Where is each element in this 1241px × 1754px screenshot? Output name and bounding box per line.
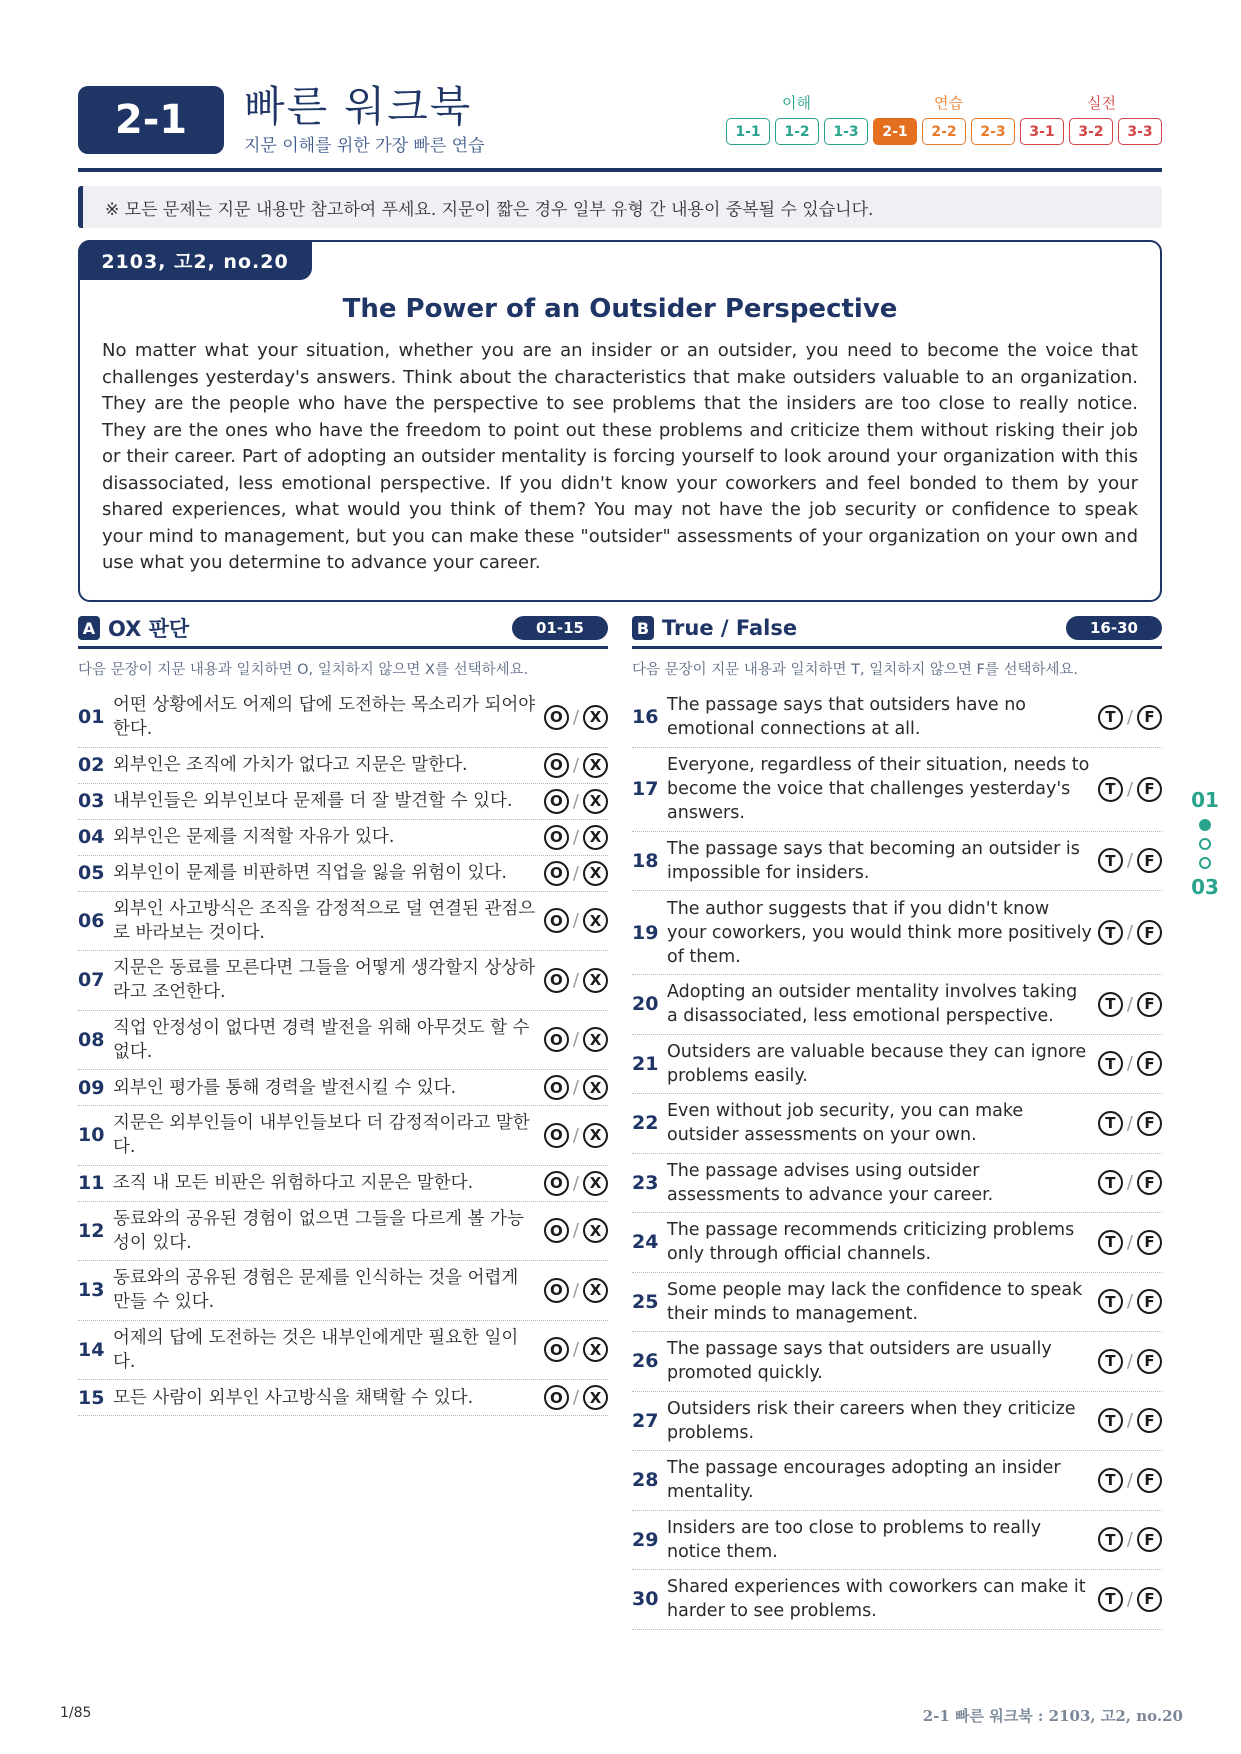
question-row — [78, 1261, 608, 1321]
option-separator: / — [1126, 993, 1133, 1015]
question-text: 모든 사람이 외부인 사고방식을 채택할 수 있다. — [113, 1387, 474, 1408]
answer-options — [1098, 1349, 1162, 1374]
question-text: 동료와의 공유된 경험은 문제를 인식하는 것을 어렵게 만들 수 있다. — [113, 1268, 519, 1313]
question-text: The author suggests that if you didn't know your coworkers, you would think more positively of them. — [667, 898, 1092, 967]
question-row — [632, 1392, 1162, 1452]
answer-option-x[interactable]: X — [583, 908, 608, 933]
question-text: Outsiders are valuable because they can ignore problems easily. — [667, 1041, 1087, 1086]
question-text: Adopting an outsider mentality involves taking a disassociated, less emotional perspective. — [667, 982, 1078, 1027]
answer-options — [1098, 992, 1162, 1017]
source-tag: 2103, 고2, no.20 — [78, 240, 312, 280]
section-tf-header — [632, 610, 1162, 649]
answer-option-x[interactable]: X — [583, 1278, 608, 1303]
section-instruction: 다음 문장이 지문 내용과 일치하면 O, 일치하지 않으면 X를 선택하세요. — [78, 662, 529, 678]
answer-option-f[interactable]: F — [1137, 705, 1162, 730]
answer-option-f[interactable]: F — [1137, 1111, 1162, 1136]
question-number: 22 — [632, 1112, 659, 1135]
answer-option-x[interactable]: X — [583, 968, 608, 993]
question-row — [632, 748, 1162, 832]
answer-option-t[interactable]: T — [1098, 920, 1123, 945]
answer-option-f[interactable]: F — [1137, 1230, 1162, 1255]
option-separator: / — [1126, 1231, 1133, 1253]
question-text: The passage says that becoming an outsider is impossible for insiders. — [667, 838, 1080, 883]
answer-option-t[interactable]: T — [1098, 1111, 1123, 1136]
option-separator: / — [1126, 1053, 1133, 1075]
question-text: 동료와의 공유된 경험이 없으면 그들을 다르게 볼 가능성이 있다. — [113, 1208, 524, 1253]
question-number: 18 — [632, 849, 659, 872]
answer-options — [544, 968, 608, 993]
answer-option-x[interactable]: X — [583, 1171, 608, 1196]
question-row — [78, 856, 608, 892]
answer-option-f[interactable]: F — [1137, 1051, 1162, 1076]
answer-options — [544, 1385, 608, 1410]
question-number: 02 — [78, 754, 105, 776]
option-separator: / — [572, 754, 579, 776]
option-separator: / — [572, 862, 579, 884]
question-number: 20 — [632, 993, 659, 1016]
question-row — [632, 1273, 1162, 1333]
answer-option-x[interactable]: X — [583, 705, 608, 730]
option-separator: / — [1126, 1350, 1133, 1372]
page-progress-nav — [1185, 788, 1225, 899]
question-text: The passage advises using outsider assessments to advance your career. — [667, 1160, 994, 1205]
answer-option-t[interactable]: T — [1098, 1230, 1123, 1255]
question-number: 12 — [78, 1219, 105, 1242]
section-true-false — [632, 610, 1162, 1630]
option-separator: / — [572, 1172, 579, 1194]
notice-text: ※ 모든 문제는 지문 내용만 참고하여 푸세요. 지문이 짧은 경우 일부 유형 간 내용이 중복될 수 있습니다. — [105, 199, 874, 220]
answer-options — [544, 861, 608, 886]
level-label-understand: 이해 — [782, 94, 811, 112]
answer-options — [1098, 1587, 1162, 1612]
answer-option-f[interactable]: F — [1137, 1527, 1162, 1552]
nav-dot[interactable] — [1199, 838, 1211, 850]
level-tab-1-1[interactable]: 1-1 — [726, 118, 770, 145]
question-number: 07 — [78, 969, 105, 992]
option-separator: / — [572, 790, 579, 812]
answer-option-t[interactable]: T — [1098, 1527, 1123, 1552]
answer-option-o[interactable]: O — [544, 789, 569, 814]
option-separator: / — [572, 1339, 579, 1361]
question-row — [78, 1166, 608, 1202]
question-number: 21 — [632, 1052, 659, 1075]
answer-options — [544, 1337, 608, 1362]
answer-option-x[interactable]: X — [583, 1075, 608, 1100]
nav-first-page[interactable]: 01 — [1191, 788, 1219, 812]
question-range-badge: 16-30 — [1066, 616, 1162, 640]
passage-title: The Power of an Outsider Perspective — [342, 294, 898, 324]
answer-option-x[interactable]: X — [583, 1218, 608, 1243]
question-number: 26 — [632, 1350, 659, 1373]
level-tab-3-1[interactable]: 3-1 — [1020, 118, 1064, 145]
level-tab-1-3[interactable]: 1-3 — [824, 118, 868, 145]
question-row — [78, 784, 608, 820]
option-separator: / — [572, 1124, 579, 1146]
answer-options — [544, 705, 608, 730]
answer-option-o[interactable]: O — [544, 1027, 569, 1052]
section-ox-header — [78, 610, 608, 649]
level-tab-3-2[interactable]: 3-2 — [1069, 118, 1113, 145]
question-text: 어떤 상황에서도 어제의 답에 도전하는 목소리가 되어야 한다. — [113, 695, 536, 740]
question-text: 직업 안정성이 없다면 경력 발전을 위해 아무것도 할 수 없다. — [113, 1017, 530, 1062]
question-number: 11 — [78, 1172, 105, 1194]
question-row — [632, 1570, 1162, 1630]
question-number: 01 — [78, 706, 105, 729]
question-row — [78, 1070, 608, 1106]
question-row — [632, 1094, 1162, 1154]
question-number: 29 — [632, 1528, 659, 1551]
level-label-real: 실전 — [1087, 94, 1116, 112]
notice-bar — [78, 186, 1162, 228]
answer-options — [1098, 920, 1162, 945]
section-letter-badge: B — [632, 616, 654, 640]
question-number: 06 — [78, 909, 105, 932]
question-number: 24 — [632, 1231, 659, 1254]
answer-option-t[interactable]: T — [1098, 1051, 1123, 1076]
question-row — [78, 688, 608, 748]
option-separator: / — [1126, 1469, 1133, 1491]
question-text: The passage encourages adopting an insider mentality. — [667, 1458, 1061, 1503]
question-row — [78, 951, 608, 1011]
option-separator: / — [1126, 850, 1133, 872]
answer-options — [544, 1075, 608, 1100]
option-separator: / — [572, 1387, 579, 1408]
option-separator: / — [572, 1220, 579, 1242]
section-letter-badge: A — [78, 616, 100, 640]
answer-option-x[interactable]: X — [583, 789, 608, 814]
option-separator: / — [1126, 922, 1133, 943]
question-row — [632, 1332, 1162, 1392]
page-number: 1/85 — [60, 1705, 92, 1721]
answer-options — [1098, 1289, 1162, 1314]
answer-options — [1098, 1527, 1162, 1552]
question-number: 15 — [78, 1386, 105, 1409]
option-separator: / — [1126, 1172, 1133, 1194]
answer-options — [1098, 1051, 1162, 1076]
question-text: 외부인은 조직에 가치가 없다고 지문은 말한다. — [113, 755, 468, 775]
header-divider — [78, 168, 1162, 172]
question-row — [632, 1154, 1162, 1214]
answer-option-x[interactable]: X — [583, 753, 608, 778]
option-separator: / — [1126, 1112, 1133, 1134]
option-separator: / — [572, 1279, 579, 1301]
answer-option-f[interactable]: F — [1137, 992, 1162, 1017]
passage-body: No matter what your situation, whether you are an insider or an outsider, you need to become the voice that challenges yesterday's answers. Think about the characteristics that make outsiders valuable to an organization. They are the people who have the perspective to see problems that the insiders are too close to really notice. They are the ones who have the freedom to point out these problems and criticize them without risking their job or their career. Part of adopting an outsider mentality is forcing yourself to look around your organization with this disassociated, less emotional perspective. If you didn't know your coworkers and feel bonded to them by your shared experiences, what would you think of them? You may not have the job security or confidence to speak your mind to management, but you can make these "outsider" assessments of your organization on your own and use what you determine to advance your career. — [102, 340, 1138, 573]
nav-last-page[interactable]: 03 — [1191, 875, 1219, 899]
answer-option-o[interactable]: O — [544, 1218, 569, 1243]
option-separator: / — [1126, 706, 1133, 728]
option-separator: / — [572, 826, 579, 848]
question-row — [632, 1213, 1162, 1273]
answer-option-t[interactable]: T — [1098, 992, 1123, 1017]
answer-option-x[interactable]: X — [583, 861, 608, 886]
question-number: 25 — [632, 1290, 659, 1313]
section-title: OX 판단 — [108, 617, 190, 641]
question-row — [78, 820, 608, 856]
answer-options — [544, 1123, 608, 1148]
question-number: 10 — [78, 1124, 105, 1147]
option-separator: / — [1126, 1410, 1133, 1432]
answer-options — [1098, 848, 1162, 873]
question-text: The passage says that outsiders are usually promoted quickly. — [667, 1339, 1052, 1384]
answer-option-o[interactable]: O — [544, 1337, 569, 1362]
answer-option-t[interactable]: T — [1098, 848, 1123, 873]
answer-option-f[interactable]: F — [1137, 1170, 1162, 1195]
question-text: The passage says that outsiders have no emotional connections at all. — [667, 695, 1027, 740]
answer-option-o[interactable]: O — [544, 1171, 569, 1196]
question-text: Outsiders risk their careers when they criticize problems. — [667, 1398, 1076, 1443]
answer-option-x[interactable]: X — [583, 1385, 608, 1410]
answer-option-t[interactable]: T — [1098, 1289, 1123, 1314]
question-row — [78, 1202, 608, 1262]
answer-option-t[interactable]: T — [1098, 777, 1123, 802]
question-row — [632, 1451, 1162, 1511]
option-separator: / — [1126, 1529, 1133, 1551]
question-list-ox — [78, 688, 608, 1416]
section-instruction: 다음 문장이 지문 내용과 일치하면 T, 일치하지 않으면 F를 선택하세요. — [632, 662, 1079, 678]
page-title: 빠른 워크북 — [244, 82, 473, 131]
answer-option-f[interactable]: F — [1137, 777, 1162, 802]
answer-option-o[interactable]: O — [544, 705, 569, 730]
question-text: The passage recommends criticizing problems only through official channels. — [667, 1220, 1075, 1265]
question-number: 19 — [632, 921, 659, 944]
section-title: True / False — [662, 616, 798, 640]
option-separator: / — [1126, 1588, 1133, 1610]
answer-option-o[interactable]: O — [544, 908, 569, 933]
question-number: 09 — [78, 1076, 105, 1099]
question-text: Insiders are too close to problems to really notice them. — [667, 1517, 1042, 1562]
question-number: 03 — [78, 790, 105, 812]
answer-option-t[interactable]: T — [1098, 1468, 1123, 1493]
answer-options — [544, 1278, 608, 1303]
answer-option-t[interactable]: T — [1098, 1587, 1123, 1612]
question-row — [632, 1035, 1162, 1095]
question-number: 17 — [632, 778, 659, 800]
question-row — [78, 1380, 608, 1416]
section-ox — [78, 610, 608, 1416]
question-text: Shared experiences with coworkers can make it harder to see problems. — [667, 1577, 1086, 1622]
answer-option-f[interactable]: F — [1137, 1587, 1162, 1612]
question-number: 28 — [632, 1469, 659, 1492]
question-text: Some people may lack the confidence to speak their minds to management. — [667, 1279, 1083, 1324]
answer-option-o[interactable]: O — [544, 825, 569, 850]
page-subtitle: 지문 이해를 위한 가장 빠른 연습 — [244, 136, 485, 156]
level-tab-3-3[interactable]: 3-3 — [1118, 118, 1162, 145]
level-tab-2-1[interactable]: 2-1 — [873, 118, 917, 145]
passage-box — [78, 240, 1162, 602]
answer-option-o[interactable]: O — [544, 753, 569, 778]
question-text: 지문은 외부인들이 내부인들보다 더 감정적이라고 말한다. — [113, 1113, 530, 1158]
answer-option-f[interactable]: F — [1137, 920, 1162, 945]
question-range-badge: 01-15 — [512, 616, 608, 640]
answer-options — [544, 789, 608, 814]
answer-option-f[interactable]: F — [1137, 1468, 1162, 1493]
question-number: 08 — [78, 1028, 105, 1051]
answer-option-o[interactable]: O — [544, 861, 569, 886]
answer-option-o[interactable]: O — [544, 1075, 569, 1100]
question-number: 13 — [78, 1279, 105, 1302]
level-tab-1-2[interactable]: 1-2 — [775, 118, 819, 145]
answer-option-x[interactable]: X — [583, 1027, 608, 1052]
question-text: 조직 내 모든 비판은 위험하다고 지문은 말한다. — [113, 1173, 474, 1193]
option-separator: / — [1126, 778, 1133, 800]
answer-option-t[interactable]: T — [1098, 1170, 1123, 1195]
question-row — [632, 1511, 1162, 1571]
question-text: 어제의 답에 도전하는 것은 내부인에게만 필요한 일이다. — [113, 1327, 519, 1372]
question-number: 04 — [78, 826, 105, 848]
nav-dot[interactable] — [1199, 857, 1211, 869]
level-label-practice: 연습 — [934, 94, 963, 112]
question-text: Even without job security, you can make outsider assessments on your own. — [667, 1101, 1024, 1146]
question-number: 27 — [632, 1409, 659, 1432]
level-tabs — [726, 118, 1162, 145]
question-row — [78, 748, 608, 784]
nav-dot-current[interactable] — [1199, 819, 1211, 831]
question-list-tf — [632, 688, 1162, 1630]
question-text: 외부인은 문제를 지적할 자유가 있다. — [113, 827, 395, 847]
option-separator: / — [1126, 1291, 1133, 1313]
answer-option-f[interactable]: F — [1137, 1289, 1162, 1314]
question-number: 23 — [632, 1171, 659, 1194]
level-tab-2-3[interactable]: 2-3 — [971, 118, 1015, 145]
answer-options — [1098, 1468, 1162, 1493]
answer-option-f[interactable]: F — [1137, 848, 1162, 873]
answer-options — [544, 825, 608, 850]
answer-option-o[interactable]: O — [544, 1278, 569, 1303]
question-text: Everyone, regardless of their situation, needs to become the voice that challenges yesterday's answers. — [667, 755, 1090, 823]
option-separator: / — [572, 910, 579, 932]
question-number: 16 — [632, 706, 659, 729]
answer-options — [1098, 1230, 1162, 1255]
unit-badge: 2-1 — [78, 86, 224, 154]
answer-option-o[interactable]: O — [544, 1385, 569, 1410]
answer-option-f[interactable]: F — [1137, 1349, 1162, 1374]
answer-options — [544, 1027, 608, 1052]
option-separator: / — [572, 1077, 579, 1098]
answer-option-f[interactable]: F — [1137, 1408, 1162, 1433]
question-number: 30 — [632, 1588, 659, 1611]
question-row — [632, 688, 1162, 748]
answer-option-t[interactable]: T — [1098, 705, 1123, 730]
answer-option-o[interactable]: O — [544, 968, 569, 993]
answer-option-o[interactable]: O — [544, 1123, 569, 1148]
answer-options — [1098, 1408, 1162, 1433]
question-text: 외부인 평가를 통해 경력을 발전시킬 수 있다. — [113, 1077, 457, 1098]
answer-options — [544, 753, 608, 778]
option-separator: / — [572, 969, 579, 991]
level-tab-2-2[interactable]: 2-2 — [922, 118, 966, 145]
option-separator: / — [572, 1029, 579, 1051]
question-number: 05 — [78, 862, 105, 884]
answer-options — [544, 1171, 608, 1196]
answer-option-x[interactable]: X — [583, 825, 608, 850]
footer-source: 2-1 빠른 워크북 : 2103, 고2, no.20 — [922, 1707, 1183, 1725]
question-row — [78, 1321, 608, 1381]
question-row — [632, 975, 1162, 1035]
question-row — [78, 892, 608, 952]
answer-options — [1098, 705, 1162, 730]
question-text: 외부인이 문제를 비판하면 직업을 잃을 위험이 있다. — [113, 863, 507, 883]
question-row — [632, 891, 1162, 975]
answer-option-x[interactable]: X — [583, 1123, 608, 1148]
answer-options — [1098, 777, 1162, 802]
question-text: 외부인 사고방식은 조직을 감정적으로 덜 연결된 관점으로 바라보는 것이다. — [113, 898, 536, 943]
question-text: 지문은 동료를 모른다면 그들을 어떻게 생각할지 상상하라고 조언한다. — [113, 958, 536, 1003]
question-row — [632, 832, 1162, 892]
question-row — [78, 1106, 608, 1166]
answer-option-x[interactable]: X — [583, 1337, 608, 1362]
answer-options — [544, 908, 608, 933]
question-text: 내부인들은 외부인보다 문제를 더 잘 발견할 수 있다. — [113, 791, 513, 811]
answer-option-t[interactable]: T — [1098, 1408, 1123, 1433]
question-number: 14 — [78, 1338, 105, 1361]
question-row — [78, 1011, 608, 1071]
answer-options — [1098, 1170, 1162, 1195]
option-separator: / — [572, 706, 579, 728]
answer-option-t[interactable]: T — [1098, 1349, 1123, 1374]
answer-options — [544, 1218, 608, 1243]
answer-options — [1098, 1111, 1162, 1136]
